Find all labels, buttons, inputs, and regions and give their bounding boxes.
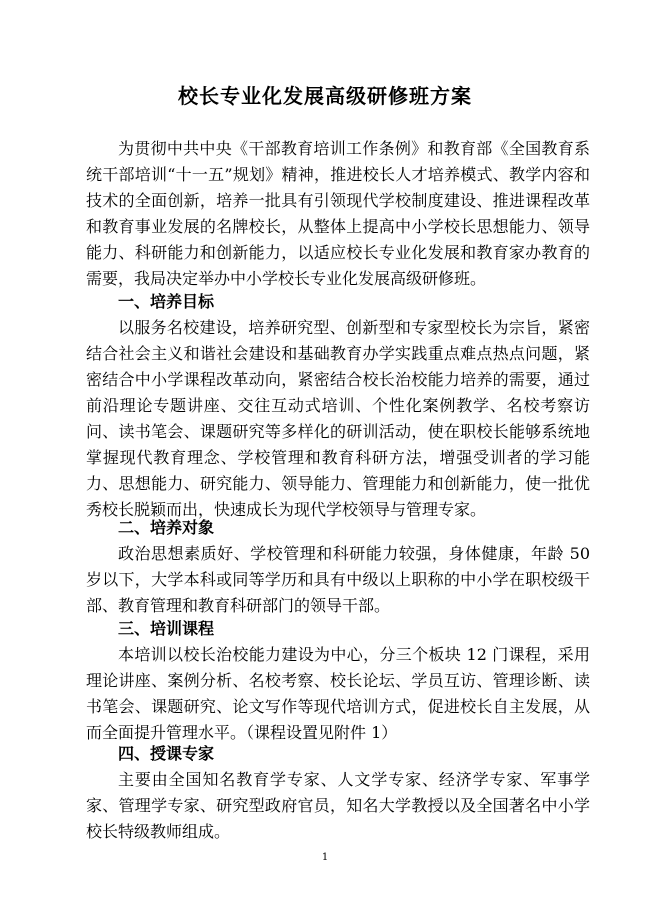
section-heading-experts: 四、授课专家 [118,744,215,763]
document-title: 校长专业化发展高级研修班方案 [178,84,472,108]
section-heading-targets: 二、培养对象 [118,518,215,537]
section-heading-courses: 三、培训课程 [118,619,215,638]
page-number: 1 [321,852,329,863]
section-heading-goals: 一、培养目标 [118,292,215,311]
section-text-goals: 以服务名校建设，培养研究型、创新型和专家型校长为宗旨，紧密结合社会主义和谐社会建设和基础教育办学实践重点难点热点问题，紧密结合中小学课程改革动向，紧密结合校长治校能力培养的需要，通过前沿理论专题讲座、交往互动式培训、个性化案例教学、名校考察访问、读书笔会、课题研究等多样化的研训活动，使在职校长能够系统地掌握现代教育理念、学校管理和教育科研方法，增强受训者的学习能力、思想能力、研究能力、领导能力、管理能力和创新能力，使一批优秀校长脱颖而出，快速成长为现代学校领导与管理专家。 [86,318,590,519]
section-text-experts: 主要由全国知名教育学专家、人文学专家、经济学专家、军事学家、管理学专家、研究型政府官员，知名大学教授以及全国著名中小学校长特级教师组成。 [86,770,590,841]
section-text-courses: 本培训以校长治校能力建设为中心，分三个板块 12 门课程，采用理论讲座、案例分析、名校考察、校长论坛、学员互访、管理诊断、读书笔会、课题研究、论文写作等现代培训方式，促进校长自主发展，从而全面提升管理水平。（课程设置见附件 1） [86,645,590,742]
section-text-targets: 政治思想素质好、学校管理和科研能力较强，身体健康，年龄 50 岁以下，大学本科或同等学历和具有中级以上职称的中小学在职校级干部、教育管理和教育科研部门的领导干部。 [86,544,590,615]
intro-paragraph: 为贯彻中共中央《干部教育培训工作条例》和教育部《全国教育系统干部培训“十一五”规划》精神，推进校长人才培养模式、教学内容和技术的全面创新，培养一批具有引领现代学校制度建设、推进课程改革和教育事业发展的名牌校长，从整体上提高中小学校长思想能力、领导能力、科研能力和创新能力，以适应校长专业化发展和教育家办教育的需要，我局决定举办中小学校长专业化发展高级研修班。 [86,139,590,288]
